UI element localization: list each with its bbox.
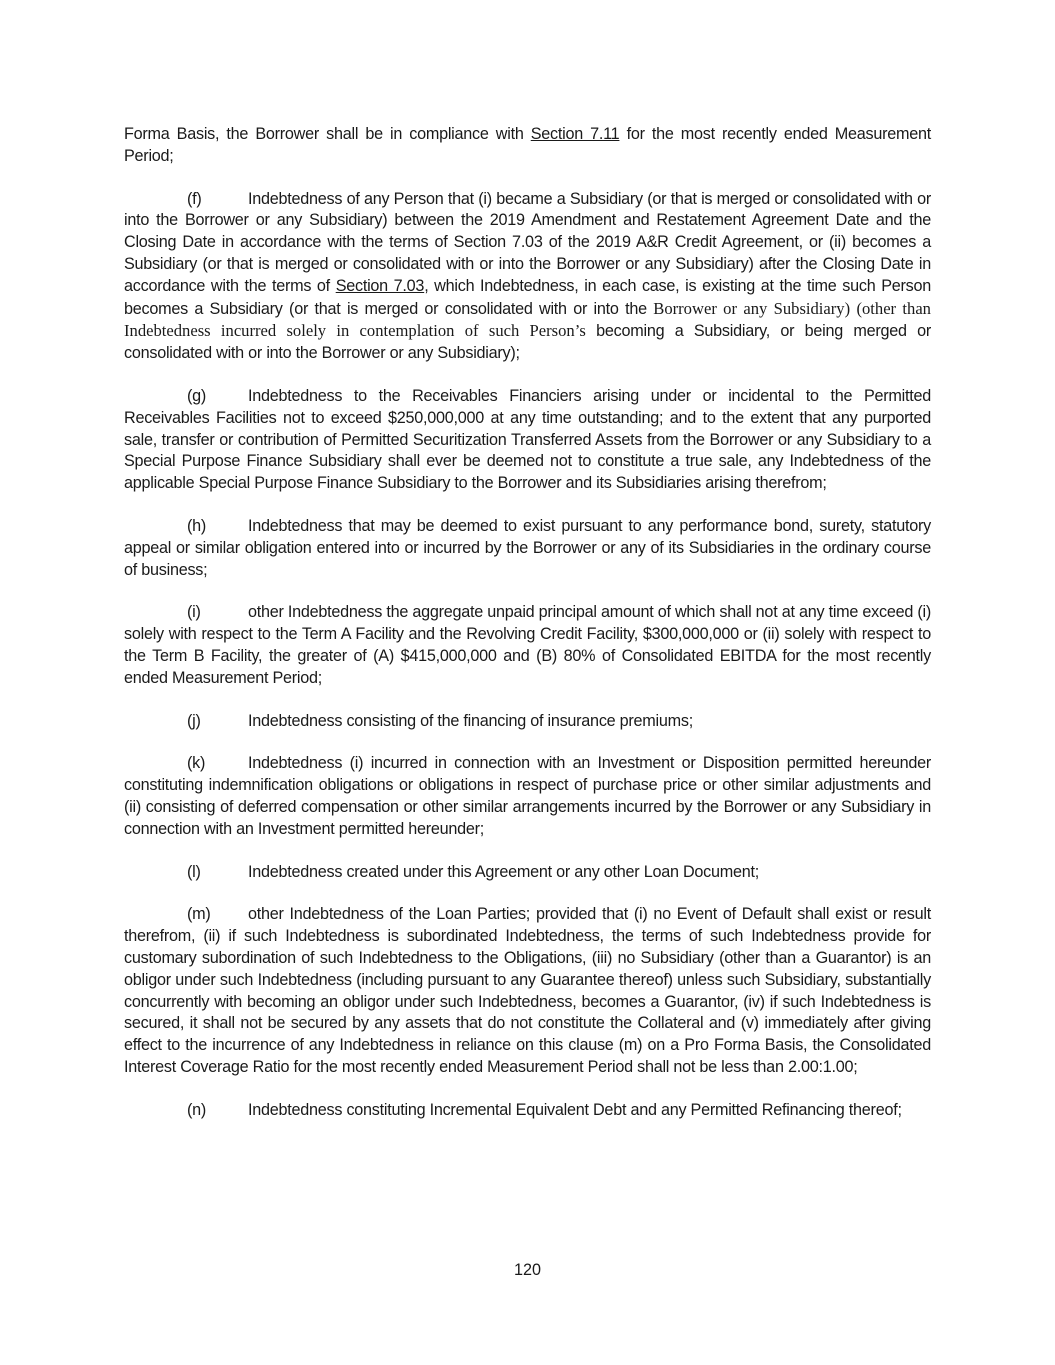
page-number: 120 — [513, 1261, 541, 1279]
clause-label: (f) — [187, 189, 202, 208]
document-body — [124, 124, 931, 1142]
clause-i — [124, 602, 931, 689]
clause-f — [124, 189, 931, 365]
intro-text-end: for the most recently ended Measurement Period; — [124, 125, 931, 165]
clause-text: Indebtedness that may be deemed to exist pursuant to any performance bond, surety, statutory appeal or similar obligation entered into or incurred by the Borrower or any of its Subsidiaries in the ordinary course of business; — [124, 516, 931, 579]
clause-label: (m) — [187, 905, 211, 924]
clause-text: Indebtedness created under this Agreement or any other Loan Document; — [248, 862, 759, 881]
clause-label: (h) — [187, 516, 207, 535]
clause-text: Indebtedness constituting Incremental Equivalent Debt and any Permitted Refinancing thereof; — [248, 1100, 902, 1119]
clause-text-end: becoming a Subsidiary, or being merged or consolidated with or into the Borrower or any Subsidiary); — [124, 322, 932, 363]
clause-j — [124, 711, 931, 733]
clause-text: Indebtedness (i) incurred in connection with an Investment or Disposition permitted hereunder constituting indemnification obligations or obligations in respect of purchase price or other similar adjustments and (ii) consisting of deferred compensation or other similar arrangements incurred by the Borrower or any Subsidiary in connection with an Investment permitted hereunder; — [124, 754, 931, 838]
clause-label: (n) — [187, 1100, 207, 1119]
clause-label: (k) — [187, 754, 206, 773]
clause-n — [124, 1100, 931, 1122]
section-7-03-link[interactable]: Section 7.03 — [335, 276, 425, 295]
clause-k — [124, 753, 931, 840]
clause-m — [124, 904, 931, 1078]
section-7-11-link[interactable]: Section 7.11 — [530, 125, 620, 143]
clause-label: (i) — [187, 603, 201, 622]
clause-label: (j) — [187, 711, 201, 730]
clause-label: (g) — [187, 386, 207, 405]
clause-text: Indebtedness consisting of the financing of insurance premiums; — [248, 711, 693, 730]
clause-g — [124, 386, 931, 495]
clause-l — [124, 862, 931, 884]
intro-text: Forma Basis, the Borrower shall be in compliance with — [124, 125, 531, 143]
clause-text: other Indebtedness the aggregate unpaid principal amount of which shall not at any time exceed (i) solely with respect to the Term A Facility and the Revolving Credit Facility, $300,000,000 or (ii) solely with respect to the Term B Facility, the greater of (A) $415,000,000 and (B) 80% of Consolidated EBITDA for the most recently ended Measurement Period; — [124, 603, 931, 687]
intro-paragraph — [124, 124, 931, 168]
clause-h — [124, 516, 931, 581]
clause-label: (l) — [187, 862, 201, 881]
clause-text-serif: Borrower or any Subsidiary) (other than Indebtedness incurred solely in contemplation of such Person’s — [124, 298, 931, 341]
clause-text-mid: , which Indebtedness, in each case, is existing at the time such Person becomes a Subsidiary (or that is merged or consolidated with or into the — [124, 276, 932, 318]
clause-text: Indebtedness to the Receivables Financiers arising under or incidental to the Permitted Receivables Facilities not to exceed $250,000,000 at any time outstanding; and to the extent that any purported sale, transfer or contribution of Permitted Securitization Transferred Assets from the Borrower or any Subsidiary to a Special Purpose Finance Subsidiary shall ever be deemed not to constitute a true sale, any Indebtedness of the applicable Special Purpose Finance Subsidiary to the Borrower and its Subsidiaries arising therefrom; — [124, 386, 931, 493]
clause-text: Indebtedness of any Person that (i) became a Subsidiary (or that is merged or consolidated with or into the Borrower or any Subsidiary) between the 2019 Amendment and Restatement Agreement Date and the Closing Date in accordance with the terms of Section 7.03 of the 2019 A&R Credit Agreement, or (ii) becomes a Subsidiary (or that is merged or consolidated with or into the Borrower or any Subsidiary) after the Closing Date in accordance with the terms of — [124, 189, 931, 295]
clause-text: other Indebtedness of the Loan Parties; provided that (i) no Event of Default shall exist or result therefrom, (ii) if such Indebtedness is subordinated Indebtedness, the terms of such Indebtedness provide for customary subordination of such Indebtedness to the Obligations, (iii) no Subsidiary (other than a Guarantor) is an obligor under such Indebtedness (including pursuant to any Guarantee thereof) unless such Subsidiary, substantially concurrently with becoming an obligor under such Indebtedness, becomes a Guarantor, (iv) if such Indebtedness is secured, it shall not be secured by any assets that do not constitute the Collateral and (v) immediately after giving effect to the incurrence of any Indebtedness in reliance on this clause (m) on a Pro Forma Basis, the Consolidated Interest Coverage Ratio for the most recently ended Measurement Period shall not be less than 2.00:1.00; — [124, 905, 931, 1076]
